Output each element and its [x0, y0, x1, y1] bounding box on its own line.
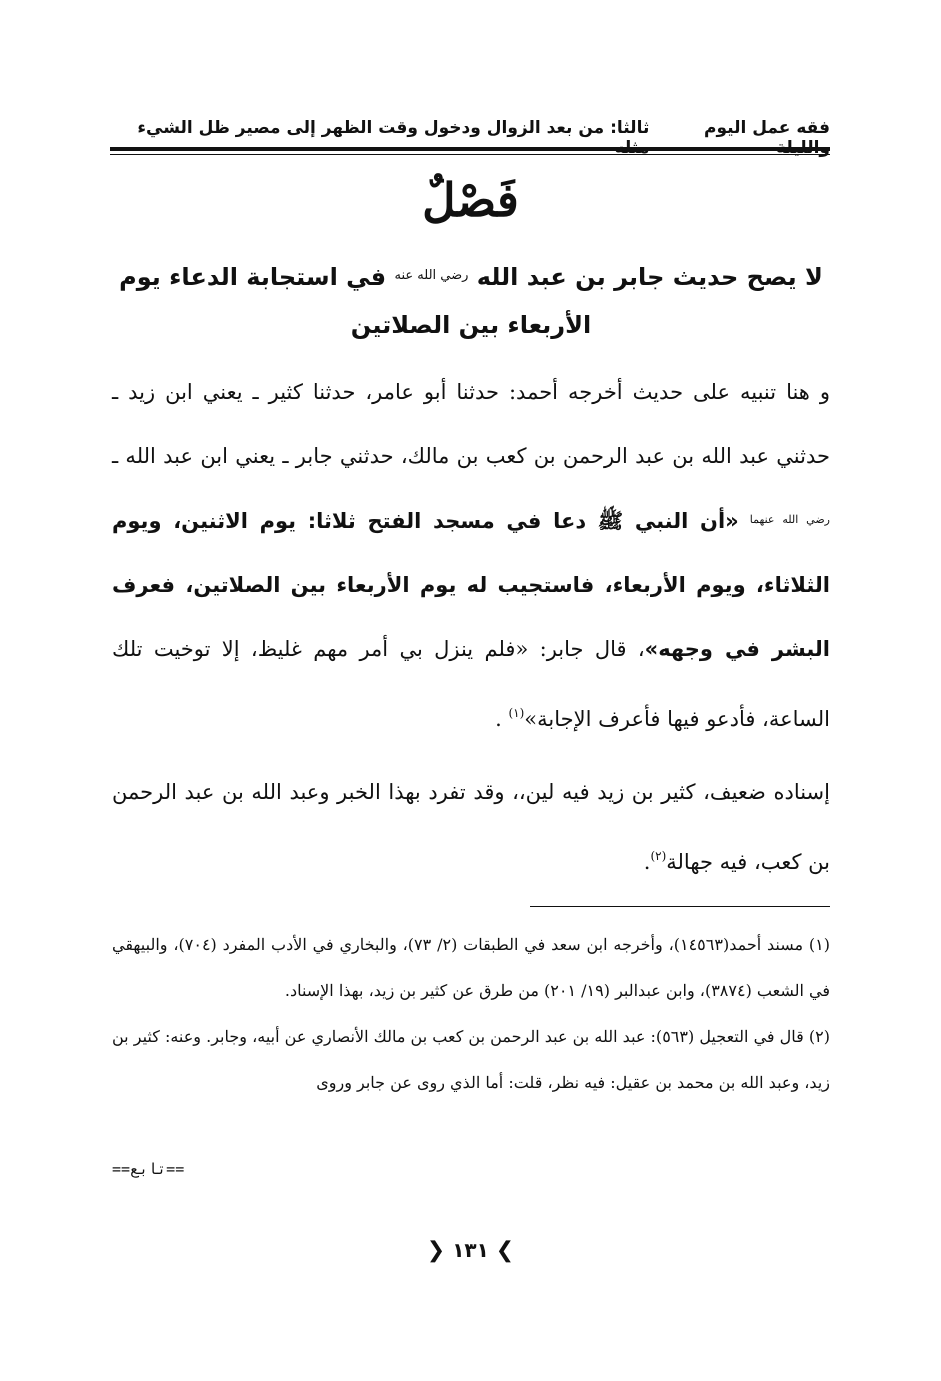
body-paragraph-2: [112, 760, 830, 894]
ornament-left-icon: ❮: [426, 1238, 446, 1263]
continued-marker: ==تابع==: [112, 1160, 185, 1178]
title-text-end: في استجابة الدعاء يوم: [119, 263, 387, 291]
header-rule: [110, 147, 830, 151]
chapter-title-line-2: الأربعاء بين الصلاتين: [350, 311, 592, 339]
section-title: ثالثا: من بعد الزوال ودخول وقت الظهر إلى مصير ظل الشيء: [137, 118, 650, 138]
footnote-ref-2[interactable]: (٢): [650, 849, 667, 863]
narration-text: ، قال جابر: «فلم ينزل بي أمر مهم غليظ، إلا توخيت تلك الساعة، فأدعو فيها فأعرف الإجابة»: [112, 637, 830, 731]
page-number: ١٣١: [452, 1238, 489, 1262]
title-text-start: لا يصح حديث جابر بن عبد الله: [476, 263, 823, 291]
chapter-title: [112, 252, 830, 349]
body-paragraph-1: [112, 360, 830, 751]
section-heading: فَصْلٌ: [422, 173, 519, 227]
hadith-text: «أن النبي ﷺ دعا في مسجد الفتح ثلاثا: يوم الاثنين، ويوم الثلاثاء، ويوم الأربعاء، فاستجيب له يوم الأربعاء بين الصلاتين، فعرف البشر في وجهه»: [112, 509, 830, 661]
footnote-2: (٢) قال في التعجيل (٥٦٣): عبد الله بن عبد الرحمن بن كعب بن مالك الأنصاري عن أبيه، وجابر. وعنه: كثير بن زيد، وعبد الله بن محمد بن عقيل: فيه نظر، قلت: أما الذي روى عن جابر وروى: [112, 1027, 830, 1092]
footnotes: [112, 922, 830, 1106]
honorific-glyph: رضي الله عنه: [394, 268, 469, 283]
footnote-ref-1[interactable]: (١): [508, 706, 525, 720]
paragraph-end: .: [495, 707, 509, 731]
footnote-1: (١) مسند أحمد(١٤٥٦٣)، وأخرجه ابن سعد في الطبقات (٢/ ٧٣)، والبخاري في الأدب المفرد (٧٠٤)، والبيهقي في الشعب (٣٨٧٤)، وابن عبدالبر (١٩/ ٢٠١) من طرق عن كثير بن زيد، بهذا الإسناد.: [112, 935, 831, 1000]
honorific-glyph: رضي الله عنهما: [749, 513, 830, 526]
page-number-block: [0, 1238, 941, 1263]
paragraph-end: .: [643, 850, 651, 874]
running-header: [112, 118, 830, 158]
ornament-right-icon: ❯: [495, 1238, 515, 1263]
book-title: فقه عمل اليوم: [704, 118, 830, 138]
isnad-text: و هنا تنبيه على حديث أخرجه أحمد: حدثنا أبو عامر، حدثنا كثير ـ يعني ابن زيد ـ حدثني عبد الله بن عبد الرحمن بن كعب بن مالك، حدثني جابر ـ يعني ابن عبد الله ـ: [112, 380, 830, 468]
header-rule-thin: [110, 154, 830, 155]
grading-text: إسناده ضعيف، كثير بن زيد فيه لين،، وقد تفرد بهذا الخبر وعبد الله بن عبد الرحمن بن كعب، فيه جهالة: [112, 780, 830, 874]
chapter-title-line-1: [112, 252, 830, 301]
footnote-separator: [530, 906, 830, 907]
